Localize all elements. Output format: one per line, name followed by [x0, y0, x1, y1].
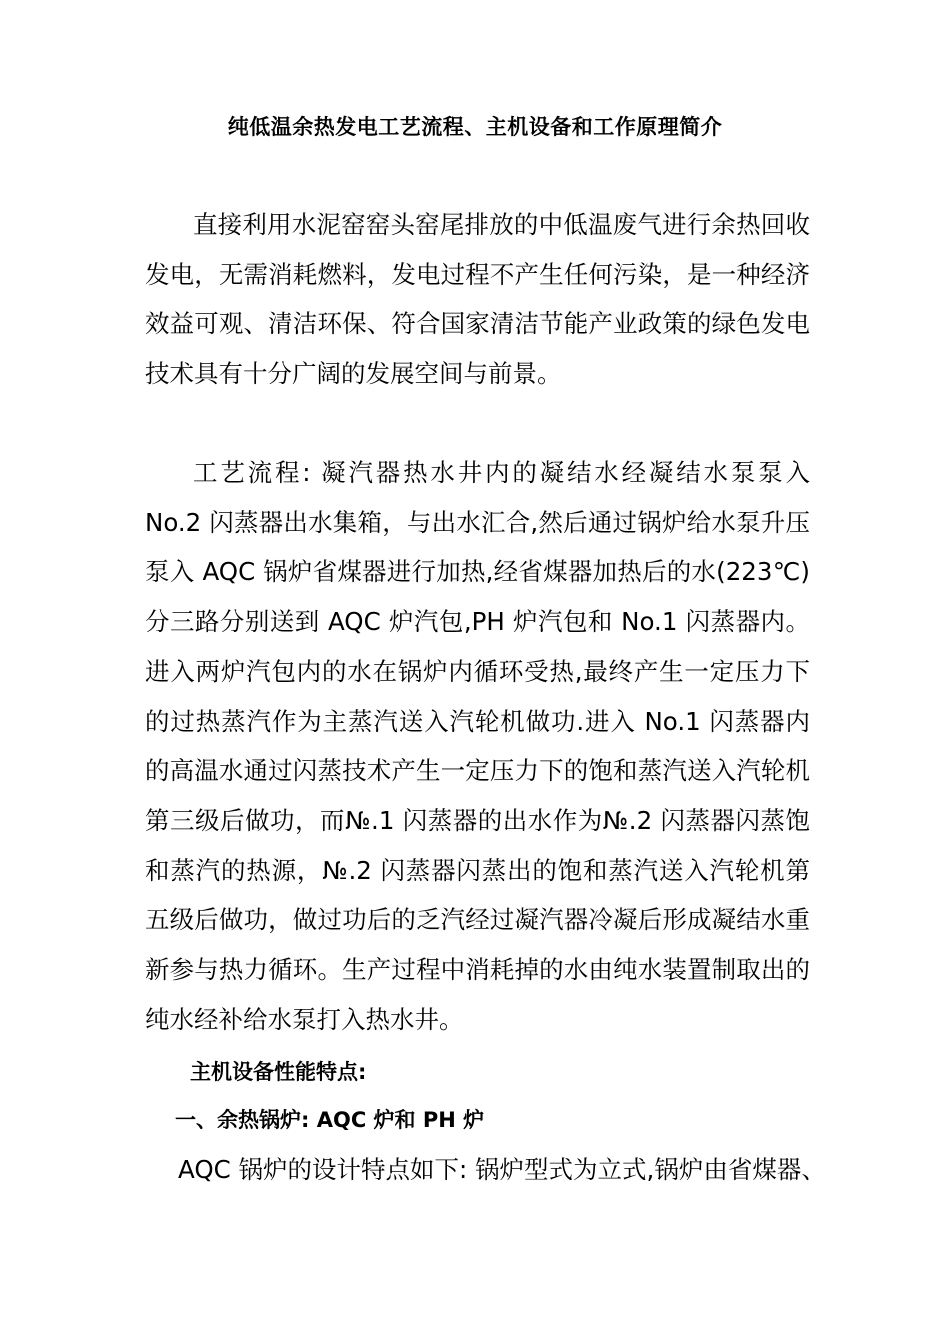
sub-heading-waste-heat-boiler: 一、余热锅炉: AQC 炉和 PH 炉	[175, 1108, 485, 1132]
aqc-boiler-paragraph: AQC 锅炉的设计特点如下: 锅炉型式为立式,锅炉由省煤器、	[178, 1155, 826, 1184]
document-title: 纯低温余热发电工艺流程、主机设备和工作原理简介	[227, 115, 723, 139]
intro-paragraph: 直接利用水泥窑窑头窑尾排放的中低温废气进行余热回收发电，无需消耗燃料，发电过程不产生任何污染，是一种经济效益可观、清洁环保、符合国家清洁节能产业政策的绿色发电技术具有十分广阔的发展空间与前景。	[145, 210, 810, 389]
section-heading-equipment: 主机设备性能特点:	[190, 1060, 367, 1084]
process-flow-paragraph: 工艺流程: 凝汽器热水井内的凝结水经凝结水泵泵入 No.2 闪蒸器出水集箱，与出水汇合,然后通过锅炉给水泵升压泵入 AQC 锅炉省煤器进行加热,经省煤器加热后的水(223℃)分三路分别送到 AQC 炉汽包,PH 炉汽包和 No.1 闪蒸器内。进入两炉汽包内的水在锅炉内循环受热,最终产生一定压力下的过热蒸汽作为主蒸汽送入汽轮机做功.进入 No.1 闪蒸器内的高温水通过闪蒸技术产生一定压力下的饱和蒸汽送入汽轮机第三级后做功，而№.1 闪蒸器的出水作为№.2 闪蒸器闪蒸饱和蒸汽的热源，№.2 闪蒸器闪蒸出的饱和蒸汽送入汽轮机第五级后做功，做过功后的乏汽经过凝汽器冷凝后形成凝结水重新参与热力循环。生产过程中消耗掉的水由纯水装置制取出的纯水经补给水泵打入热水井。	[145, 458, 810, 1034]
